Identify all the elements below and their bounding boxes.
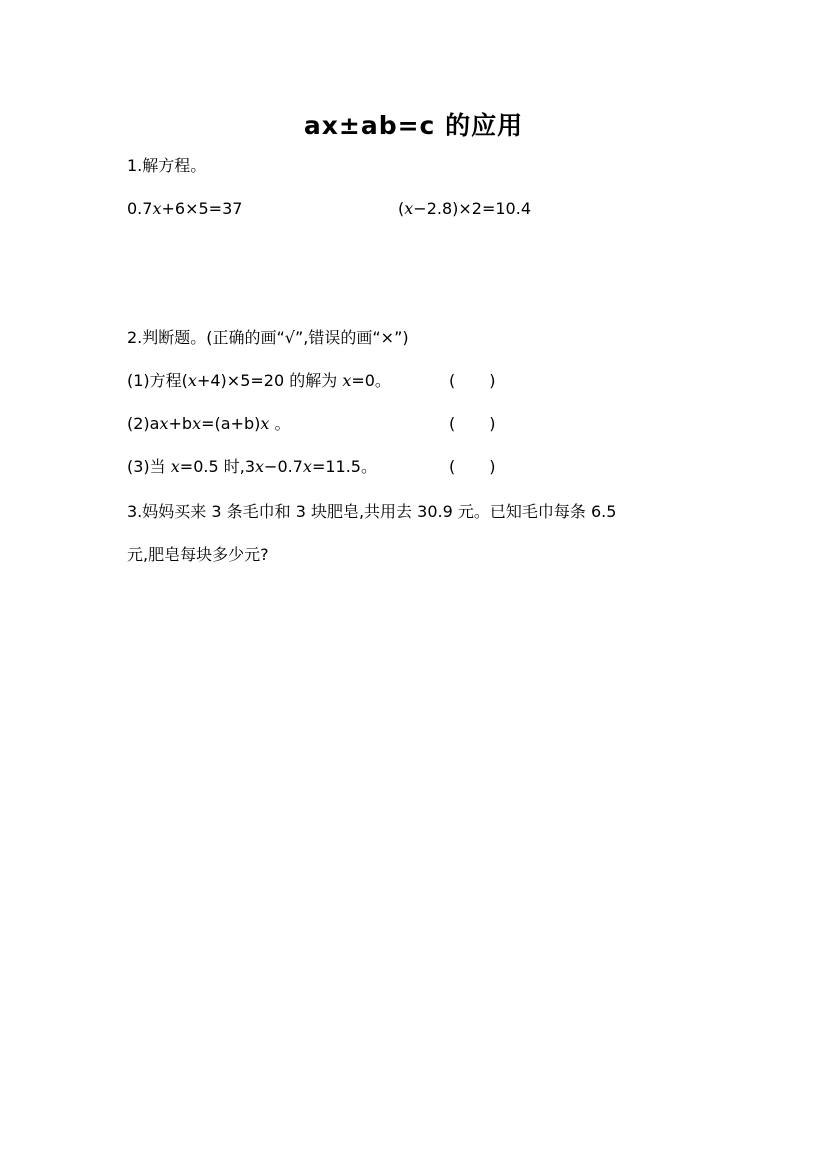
variable-x: x <box>192 414 202 433</box>
variable-x: x <box>170 457 180 476</box>
paren-open: ( <box>449 414 456 433</box>
item-text: (1)方程( <box>127 371 188 390</box>
equation-1-part: +6×5=37 <box>161 199 243 218</box>
answer-blank-2[interactable] <box>449 414 496 434</box>
item-text: 。 <box>269 414 291 433</box>
question-1-heading: 1.解方程。 <box>127 156 207 175</box>
variable-x: x <box>159 414 169 433</box>
judgement-item-3 <box>127 457 377 477</box>
page-title: ax±ab=c 的应用 <box>303 111 524 140</box>
variable-x: x <box>255 457 265 476</box>
item-text: −0.7 <box>264 457 303 476</box>
equation-2 <box>398 199 531 219</box>
paren-close: ) <box>489 457 496 476</box>
paren-open: ( <box>449 457 456 476</box>
paren-close: ) <box>489 371 496 390</box>
item-text: =0.5 时,3 <box>179 457 256 476</box>
variable-x: x <box>302 457 312 476</box>
judgement-item-2 <box>127 414 290 434</box>
question-3-line-1: 3.妈妈买来 3 条毛巾和 3 块肥皂,共用去 30.9 元。已知毛巾每条 6.5 <box>127 502 617 521</box>
variable-x: x <box>260 414 270 433</box>
equation-2-part: −2.8)×2=10.4 <box>413 199 531 218</box>
item-text: =0。 <box>351 371 391 390</box>
variable-x: x <box>152 199 162 218</box>
answer-blank-1[interactable] <box>449 371 496 391</box>
item-text: +4)×5=20 的解为 <box>196 371 343 390</box>
variable-x: x <box>342 371 352 390</box>
equation-2-part: ( <box>398 199 405 218</box>
item-text: =11.5。 <box>311 457 377 476</box>
judgement-item-1 <box>127 371 391 391</box>
question-3-line-2: 元,肥皂每块多少元? <box>127 545 269 564</box>
variable-x: x <box>404 199 414 218</box>
equation-1 <box>127 199 242 219</box>
variable-x: x <box>187 371 197 390</box>
question-2-heading: 2.判断题。(正确的画“√”,错误的画“×”) <box>127 328 409 347</box>
item-text: +b <box>168 414 193 433</box>
answer-blank-3[interactable] <box>449 457 496 477</box>
paren-open: ( <box>449 371 456 390</box>
equation-1-part: 0.7 <box>127 199 153 218</box>
item-text: (3)当 <box>127 457 171 476</box>
paren-close: ) <box>489 414 496 433</box>
item-text: =(a+b) <box>201 414 261 433</box>
item-text: (2)a <box>127 414 160 433</box>
